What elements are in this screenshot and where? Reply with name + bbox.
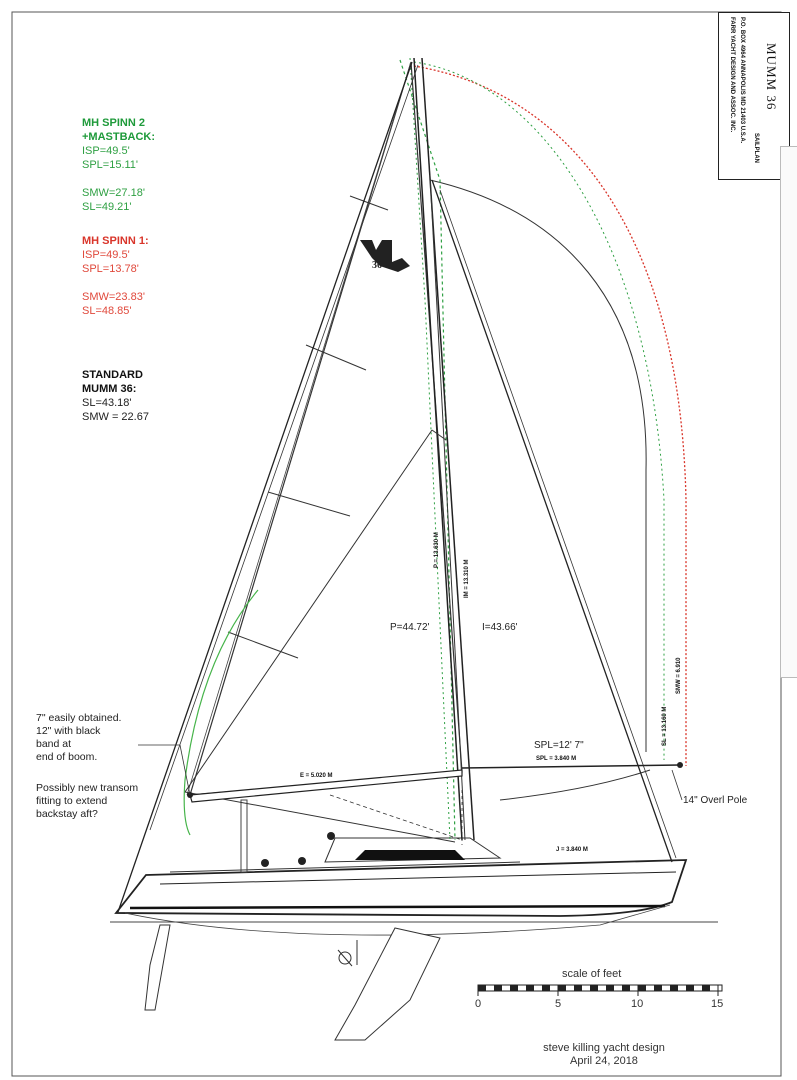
title-model: MUMM 36 <box>764 43 779 111</box>
boom-end-note <box>36 712 121 764</box>
sl-m-dim: SL = 13.160 M <box>662 706 668 746</box>
pole-label: 14" Overl Pole <box>683 795 748 806</box>
scale-tick-10: 10 <box>631 998 644 1010</box>
pole-end <box>677 762 683 768</box>
spinn1-isp: ISP=49.5' <box>82 249 130 261</box>
j-dim: J = 3.840 M <box>556 847 588 853</box>
spinn2-title-1: MH SPINN 2 <box>82 117 145 129</box>
designer-credit: steve killing yacht design <box>543 1042 665 1054</box>
note-line-6: fitting to extend <box>36 795 108 807</box>
pole-leader <box>672 770 682 800</box>
winch-3 <box>327 832 335 840</box>
spl-label: SPL=12' 7" <box>534 740 584 751</box>
p-m-dim: P = 13.630 M <box>434 532 440 568</box>
std-sl: SL=43.18' <box>82 397 132 409</box>
batten-3 <box>268 492 350 516</box>
class-insignia-icon <box>360 240 410 272</box>
note-line-1: 7" easily obtained. <box>36 712 122 724</box>
spinn1-luff-red <box>414 66 686 766</box>
side-panel-edge <box>780 146 797 678</box>
standard-notes <box>82 368 149 424</box>
e-dim: E = 5.020 M <box>300 773 333 779</box>
transom-note <box>36 782 138 821</box>
note-line-2: 12" with black <box>36 725 101 737</box>
title-sheet: SAILPLAN <box>753 133 759 163</box>
note-line-5: Possibly new transom <box>36 782 139 794</box>
p-label: P=44.72' <box>390 622 430 633</box>
window <box>355 850 465 860</box>
spl-m-dim: SPL = 3.840 M <box>536 756 577 762</box>
cockpit-pedestal <box>241 800 247 872</box>
spinn2-sl: SL=49.21' <box>82 201 132 213</box>
spinn2-spl: SPL=15.11' <box>82 159 139 171</box>
spinn-foot <box>500 770 650 800</box>
std-title-2: MUMM 36: <box>82 383 137 395</box>
spinnaker-pole <box>462 765 680 768</box>
std-title-1: STANDARD <box>82 369 143 381</box>
batten-2 <box>306 345 366 370</box>
spinn2-smw: SMW=27.18' <box>82 187 145 199</box>
scale-bar <box>478 985 722 996</box>
svg-text:36: 36 <box>372 260 382 271</box>
note-line-7: backstay aft? <box>36 808 98 820</box>
mast-inner <box>430 175 465 840</box>
spinn2-isp: ISP=49.5' <box>82 145 130 157</box>
scale-tick-0: 0 <box>475 998 482 1010</box>
spinn1-notes <box>82 234 149 318</box>
spinn2-luff-green <box>414 62 664 760</box>
spinn1-title: MH SPINN 1: <box>82 235 149 247</box>
spinn2-title-2: +MASTBACK: <box>82 131 156 143</box>
winch-1 <box>261 859 269 867</box>
batten-4 <box>228 632 298 658</box>
scale-title: scale of feet <box>562 968 622 980</box>
spinn1-smw: SMW=23.83' <box>82 291 145 303</box>
scale-tick-5: 5 <box>555 998 562 1010</box>
i-m-dim: IM = 13.310 M <box>464 559 470 598</box>
scale-tick-15: 15 <box>711 998 724 1010</box>
spinn1-sl: SL=48.85' <box>82 305 132 317</box>
keel <box>335 928 440 1040</box>
mainsail-leech <box>187 62 411 795</box>
title-firm: FARR YACHT DESIGN AND ASSOC. INC. <box>729 17 735 133</box>
note-line-4: end of boom. <box>36 751 98 763</box>
dim-dashed-1 <box>330 795 462 840</box>
winch-2 <box>298 857 306 865</box>
backstay-2 <box>150 65 418 830</box>
propeller-icon <box>338 940 357 966</box>
smw-m-dim: SMW = 6.910 <box>676 657 682 694</box>
note-line-3: band at <box>36 738 72 750</box>
rudder <box>145 925 170 1010</box>
spinn1-spl: SPL=13.78' <box>82 263 139 275</box>
mastback-green-1 <box>400 60 455 840</box>
std-smw: SMW = 22.67 <box>82 411 149 423</box>
title-address: P.O. BOX 4964 ANNAPOLIS MD 21403 U.S.A. <box>739 17 745 144</box>
spinn2-notes <box>82 116 155 214</box>
design-date: April 24, 2018 <box>570 1055 638 1067</box>
i-label: I=43.66' <box>482 622 518 633</box>
